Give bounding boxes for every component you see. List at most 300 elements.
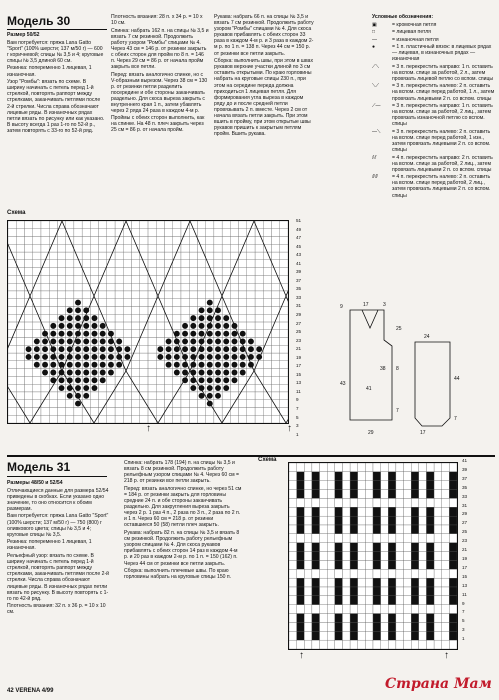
chart-cell (99, 252, 107, 260)
chart-cell (239, 260, 247, 268)
chart-cell (123, 306, 131, 314)
chart-cell (411, 516, 419, 525)
chart-cell (230, 275, 238, 283)
chart-cell (24, 260, 32, 268)
chart-cell (156, 361, 164, 369)
chart-cell (342, 560, 350, 569)
chart-cell (388, 498, 396, 507)
chart-cell (404, 560, 412, 569)
dot-stitch (108, 362, 114, 368)
dot-stitch (223, 362, 229, 368)
chart-cell (123, 275, 131, 283)
dot-stitch (100, 370, 106, 376)
chart-cell (140, 275, 148, 283)
chart-cell (280, 376, 288, 384)
cross4-left-icon: ⫻⫻ (372, 174, 378, 181)
chart-cell (411, 552, 419, 561)
model31-pattern: Рельефный узор: вязать по схеме. В ширину начинать с петель перед 1-й стрелкой, повторять раппорт между стрелками, заканчивать петлями после 2-й стрелки. Числа справа обозначают лицевые ряды. В изнаночных рядах петли вязать по рисунку. В высоту повторять с 1-го по 42-й ряд. (7, 553, 109, 602)
chart-cell (426, 552, 434, 561)
chart-cell (173, 407, 181, 415)
chart-cell (263, 369, 271, 377)
chart-cell (123, 369, 131, 377)
chart-cell (156, 330, 164, 338)
chart-cell (320, 490, 328, 499)
chart-cell (297, 543, 305, 552)
chart-cell (132, 361, 140, 369)
chart-cell (189, 283, 197, 291)
dot-stitch (223, 331, 229, 337)
chart-cell (289, 578, 297, 587)
chart-cell (41, 299, 49, 307)
chart-cell (404, 472, 412, 481)
model31-title: Модель 31 (7, 460, 71, 474)
chart-cell (373, 472, 381, 481)
chart-cell (312, 560, 320, 569)
chart-cell (289, 472, 297, 481)
chart-cell (304, 640, 312, 649)
chart-cell (16, 338, 24, 346)
chart-cell (365, 463, 373, 472)
dim-label: 8 (396, 366, 399, 372)
chart-cell (247, 260, 255, 268)
chart-cell (181, 252, 189, 260)
chart-cell (115, 322, 123, 330)
chart-cell (312, 596, 320, 605)
chart-cell (156, 244, 164, 252)
model31-materials: Вам потребуется: пряжа Lana Gatto "Sport" (100% шерсти; 137 м/50 г) — 750 (800) г оливкового цвета; спицы № 3,5 и 4; круговые спицы № 3,5. (7, 513, 109, 538)
chart-cell (132, 314, 140, 322)
chart-cell (99, 221, 107, 229)
chart-cell (304, 507, 312, 516)
chart-cell (140, 314, 148, 322)
chart-cell (90, 268, 98, 276)
chart-cell (140, 244, 148, 252)
chart-cell (164, 221, 172, 229)
chart-cell (289, 631, 297, 640)
chart-cell (33, 376, 41, 384)
chart-cell (239, 291, 247, 299)
chart-cell (247, 237, 255, 245)
dot-stitch (166, 346, 172, 352)
chart-cell (342, 552, 350, 561)
chart-cell (272, 237, 280, 245)
chart-cell (373, 534, 381, 543)
chart-cell (411, 498, 419, 507)
chart-cell (148, 330, 156, 338)
legend-item: = 3 п. перекрестить налево: 2 п. оставить на вспом. спице перед работой, 1 л., затем провязать лицевыми 2 п. со вспом. спицы (392, 83, 495, 102)
chart-cell (419, 631, 427, 640)
dot-stitch (67, 323, 73, 329)
chart-cell (442, 614, 450, 623)
chart-cell (132, 392, 140, 400)
chart-cell (327, 481, 335, 490)
chart-cell (304, 498, 312, 507)
chart-cell (41, 221, 49, 229)
chart-cell (404, 631, 412, 640)
chart-cell (272, 338, 280, 346)
chart-cell (115, 400, 123, 408)
chart-cell (255, 244, 263, 252)
chart-cell (247, 299, 255, 307)
chart-cell (365, 605, 373, 614)
row-number: 19 (462, 555, 468, 561)
chart-cell (320, 516, 328, 525)
chart-cell (280, 221, 288, 229)
dot-stitch (174, 370, 180, 376)
chart-cell (272, 229, 280, 237)
chart-cell (426, 605, 434, 614)
chart-cell (342, 463, 350, 472)
chart-cell (320, 622, 328, 631)
chart-cell (350, 525, 358, 534)
chart-cell (230, 283, 238, 291)
chart-cell (181, 415, 189, 423)
model30-title: Модель 30 (7, 14, 71, 28)
dot-stitch (59, 385, 65, 391)
chart-cell (312, 605, 320, 614)
chart-cell (312, 498, 320, 507)
chart-cell (442, 507, 450, 516)
chart-cell (164, 384, 172, 392)
dot-stitch (42, 362, 48, 368)
chart-cell (33, 330, 41, 338)
model30-chart-svg (8, 221, 288, 423)
dot-stitch (100, 323, 106, 329)
dot-stitch (207, 338, 213, 344)
chart-cell (411, 622, 419, 631)
chart-cell (388, 614, 396, 623)
chart-cell (107, 407, 115, 415)
chart-cell (327, 543, 335, 552)
chart-cell (304, 543, 312, 552)
chart-cell (365, 507, 373, 516)
chart-cell (411, 596, 419, 605)
chart-cell (358, 552, 366, 561)
chart-cell (449, 640, 457, 649)
chart-cell (350, 578, 358, 587)
chart-cell (280, 268, 288, 276)
chart-cell (442, 605, 450, 614)
chart-cell (442, 587, 450, 596)
chart-cell (24, 306, 32, 314)
chart-cell (272, 353, 280, 361)
chart-cell (8, 306, 16, 314)
dot-stitch (223, 323, 229, 329)
chart-cell (297, 463, 305, 472)
chart-cell (181, 244, 189, 252)
model31-chart-svg (289, 463, 457, 649)
chart-cell (373, 596, 381, 605)
chart-cell (342, 631, 350, 640)
dot-stitch (157, 346, 163, 352)
chart-cell (99, 244, 107, 252)
chart-cell (411, 490, 419, 499)
model30-materials: Вам потребуется: пряжа Lana Gatto "Sport" (100% шерсти; 137 м/50 г) — 600 г коричневой; спицы № 3,5 и 4; круговые спицы № 3,5 длиной 60 см. (7, 39, 104, 64)
chart-cell (140, 306, 148, 314)
chart-cell (33, 369, 41, 377)
chart-cell (350, 463, 358, 472)
chart-cell (419, 640, 427, 649)
chart-cell (280, 299, 288, 307)
chart-cell (33, 221, 41, 229)
dim-label: 9 (340, 304, 343, 310)
chart-cell (123, 392, 131, 400)
chart-cell (449, 472, 457, 481)
chart-cell (320, 587, 328, 596)
chart-cell (335, 534, 343, 543)
chart-cell (132, 252, 140, 260)
chart-cell (239, 376, 247, 384)
model30-schema-label: Схема (7, 210, 26, 216)
chart-cell (358, 498, 366, 507)
chart-cell (66, 400, 74, 408)
chart-cell (342, 596, 350, 605)
chart-cell (272, 299, 280, 307)
chart-cell (132, 275, 140, 283)
chart-cell (140, 345, 148, 353)
dot-stitch (92, 377, 98, 383)
chart-cell (247, 330, 255, 338)
chart-cell (263, 291, 271, 299)
chart-cell (255, 314, 263, 322)
dot-stitch (248, 338, 254, 344)
chart-cell (335, 543, 343, 552)
chart-cell (230, 306, 238, 314)
chart-cell (24, 314, 32, 322)
chart-cell (434, 472, 442, 481)
chart-cell (442, 498, 450, 507)
chart-cell (82, 415, 90, 423)
legend-item: = 4 п. перекрестить направо: 2 п. оставить на вспом. спице за работой, 2 лиц., затем провязать лицевыми 2 п. со вспом. спицы (392, 154, 493, 173)
chart-cell (239, 221, 247, 229)
chart-cell (214, 291, 222, 299)
chart-cell (181, 237, 189, 245)
chart-cell (411, 569, 419, 578)
chart-cell (350, 605, 358, 614)
chart-cell (8, 345, 16, 353)
chart-cell (16, 400, 24, 408)
chart-cell (132, 415, 140, 423)
chart-cell (358, 596, 366, 605)
chart-cell (132, 291, 140, 299)
chart-cell (140, 361, 148, 369)
chart-cell (335, 552, 343, 561)
chart-cell (373, 640, 381, 649)
dot-stitch (240, 362, 246, 368)
chart-cell (214, 229, 222, 237)
chart-cell (214, 252, 222, 260)
chart-cell (342, 498, 350, 507)
chart-cell (115, 244, 123, 252)
chart-cell (148, 221, 156, 229)
chart-cell (388, 587, 396, 596)
chart-cell (434, 498, 442, 507)
chart-cell (8, 400, 16, 408)
chart-cell (327, 622, 335, 631)
chart-cell (57, 299, 65, 307)
chart-cell (107, 306, 115, 314)
chart-cell (297, 596, 305, 605)
chart-cell (66, 407, 74, 415)
chart-cell (148, 322, 156, 330)
chart-cell (99, 237, 107, 245)
dot-stitch (199, 307, 205, 313)
dim-label: 43 (340, 381, 346, 387)
chart-cell (312, 481, 320, 490)
chart-cell (132, 400, 140, 408)
chart-cell (289, 560, 297, 569)
chart-cell (434, 640, 442, 649)
chart-cell (419, 463, 427, 472)
chart-cell (255, 291, 263, 299)
chart-cell (123, 407, 131, 415)
chart-cell (449, 596, 457, 605)
chart-cell (16, 291, 24, 299)
chart-cell (342, 507, 350, 516)
chart-cell (297, 587, 305, 596)
chart-cell (404, 552, 412, 561)
chart-cell (388, 605, 396, 614)
chart-cell (57, 400, 65, 408)
chart-cell (206, 283, 214, 291)
repeat-start-arrow: ↑ (146, 423, 151, 434)
dot-stitch (42, 354, 48, 360)
chart-cell (396, 552, 404, 561)
chart-cell (358, 472, 366, 481)
dot-stitch (108, 370, 114, 376)
chart-cell (230, 415, 238, 423)
dot-stitch (116, 338, 122, 344)
dim-label: 29 (368, 430, 374, 436)
chart-cell (365, 560, 373, 569)
chart-cell (342, 614, 350, 623)
chart-cell (442, 631, 450, 640)
chart-cell (247, 291, 255, 299)
chart-cell (107, 376, 115, 384)
chart-cell (66, 268, 74, 276)
chart-cell (289, 498, 297, 507)
chart-cell (449, 525, 457, 534)
chart-cell (320, 463, 328, 472)
chart-cell (396, 534, 404, 543)
dot-stitch (232, 346, 238, 352)
chart-cell (57, 407, 65, 415)
dot-stitch (182, 346, 188, 352)
chart-cell (280, 384, 288, 392)
chart-cell (90, 400, 98, 408)
model30-rib: Резинка: попеременно 1 лицевая, 1 изнаночная. (7, 65, 92, 78)
chart-cell (247, 314, 255, 322)
chart-cell (99, 299, 107, 307)
dot-stitch (59, 377, 65, 383)
chart-cell (442, 525, 450, 534)
chart-cell (115, 299, 123, 307)
chart-cell (312, 640, 320, 649)
dot-stitch (50, 323, 56, 329)
chart-cell (358, 525, 366, 534)
legend-item: = кромочная петля (392, 21, 437, 28)
chart-cell (173, 283, 181, 291)
chart-cell (358, 481, 366, 490)
dot-stitch (232, 354, 238, 360)
chart-cell (132, 221, 140, 229)
chart-cell (365, 498, 373, 507)
row-number: 1 (296, 431, 299, 437)
chart-cell (49, 275, 57, 283)
chart-cell (99, 229, 107, 237)
chart-cell (164, 322, 172, 330)
chart-cell (280, 229, 288, 237)
chart-cell (335, 614, 343, 623)
chart-cell (8, 369, 16, 377)
chart-cell (373, 614, 381, 623)
chart-cell (358, 507, 366, 516)
row-number: 45 (296, 243, 302, 249)
row-number: 23 (296, 337, 302, 343)
chart-cell (115, 415, 123, 423)
dot-stitch (232, 331, 238, 337)
chart-cell (449, 516, 457, 525)
chart-cell (156, 252, 164, 260)
chart-cell (115, 221, 123, 229)
dot-stitch (232, 362, 238, 368)
chart-cell (442, 463, 450, 472)
chart-cell (181, 260, 189, 268)
dot-stitch (199, 377, 205, 383)
chart-cell (156, 392, 164, 400)
chart-cell (312, 631, 320, 640)
site-watermark: Страна Мам (385, 676, 492, 692)
chart-cell (297, 472, 305, 481)
chart-cell (148, 229, 156, 237)
chart-cell (280, 237, 288, 245)
chart-cell (419, 543, 427, 552)
chart-cell (132, 306, 140, 314)
row-number: 1 (462, 636, 465, 642)
chart-cell (16, 221, 24, 229)
chart-cell (107, 314, 115, 322)
chart-cell (335, 463, 343, 472)
row-number: 25 (462, 529, 468, 535)
chart-cell (263, 221, 271, 229)
chart-cell (365, 534, 373, 543)
chart-cell (327, 560, 335, 569)
chart-cell (255, 283, 263, 291)
chart-cell (304, 534, 312, 543)
dot-stitch (256, 346, 262, 352)
chart-cell (123, 283, 131, 291)
dot-stitch (92, 331, 98, 337)
chart-cell (411, 614, 419, 623)
dot-stitch (215, 354, 221, 360)
chart-cell (148, 237, 156, 245)
chart-cell (206, 415, 214, 423)
chart-cell (24, 361, 32, 369)
chart-cell (404, 622, 412, 631)
chart-cell (434, 552, 442, 561)
chart-cell (115, 275, 123, 283)
chart-cell (426, 525, 434, 534)
chart-cell (132, 369, 140, 377)
chart-cell (434, 463, 442, 472)
chart-cell (132, 330, 140, 338)
chart-cell (381, 498, 389, 507)
chart-cell (449, 605, 457, 614)
chart-cell (49, 314, 57, 322)
chart-cell (312, 516, 320, 525)
chart-cell (173, 314, 181, 322)
dot-stitch (75, 377, 81, 383)
